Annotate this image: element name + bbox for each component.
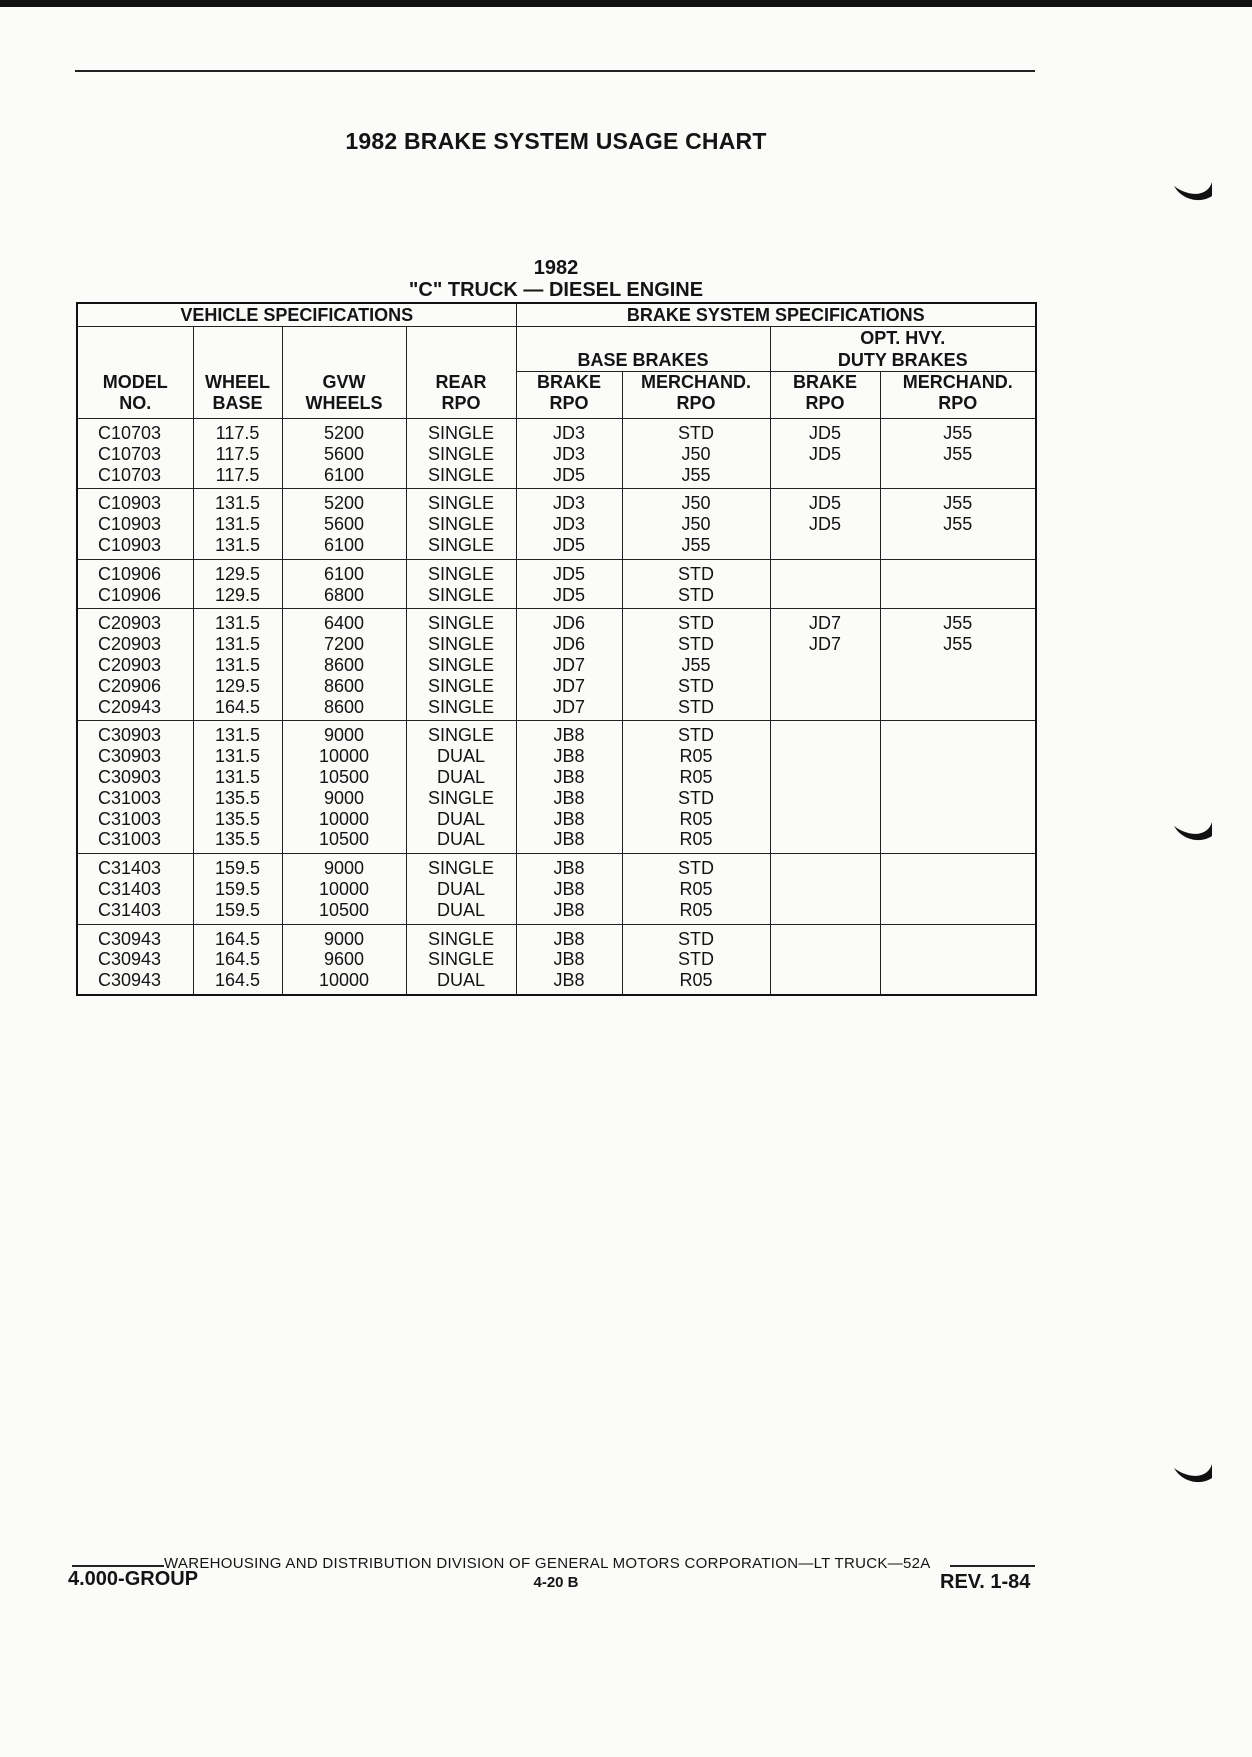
cell-rear: SINGLE	[406, 465, 516, 489]
cell-model: C10906	[77, 585, 193, 609]
cell-model: C30943	[77, 970, 193, 995]
binder-clip-icon	[1172, 818, 1214, 848]
top-border	[0, 0, 1252, 7]
cell-rear: DUAL	[406, 829, 516, 853]
cell-wheel-base: 129.5	[193, 559, 282, 584]
cell-opt-brake-rpo: JD5	[770, 489, 880, 514]
cell-opt-merchand-rpo	[880, 559, 1036, 584]
header-rule	[75, 70, 1035, 72]
cell-rear: SINGLE	[406, 788, 516, 809]
cell-opt-merchand-rpo	[880, 854, 1036, 879]
column-header-opt-brake-rpo	[770, 372, 880, 419]
cell-wheel-base: 131.5	[193, 609, 282, 634]
cell-rear: SINGLE	[406, 676, 516, 697]
cell-base-merchand-rpo: STD	[622, 854, 770, 879]
table-row	[77, 634, 1036, 655]
cell-opt-merchand-rpo	[880, 879, 1036, 900]
cell-gvw: 10500	[282, 900, 406, 924]
model-group	[77, 559, 1036, 609]
table-row	[77, 924, 1036, 949]
vehicle-specs-header: VEHICLE SPECIFICATIONS	[77, 303, 516, 327]
cell-gvw: 10500	[282, 767, 406, 788]
column-header-base-brake-rpo	[516, 372, 622, 419]
cell-opt-brake-rpo	[770, 854, 880, 879]
cell-gvw: 9000	[282, 788, 406, 809]
cell-model: C20906	[77, 676, 193, 697]
cell-opt-brake-rpo: JD5	[770, 514, 880, 535]
model-group	[77, 609, 1036, 721]
cell-rear: SINGLE	[406, 634, 516, 655]
cell-base-brake-rpo: JB8	[516, 949, 622, 970]
brake-specs-header: BRAKE SYSTEM SPECIFICATIONS	[516, 303, 1036, 327]
cell-base-brake-rpo: JD6	[516, 634, 622, 655]
cell-base-brake-rpo: JD5	[516, 465, 622, 489]
footer-group-number: 4.000-GROUP	[68, 1568, 199, 1590]
model-group	[77, 419, 1036, 489]
cell-opt-merchand-rpo	[880, 809, 1036, 830]
cell-rear: SINGLE	[406, 444, 516, 465]
cell-opt-merchand-rpo	[880, 465, 1036, 489]
cell-gvw: 8600	[282, 676, 406, 697]
blank-header-cell	[282, 327, 406, 372]
cell-base-brake-rpo: JD3	[516, 419, 622, 444]
cell-rear: SINGLE	[406, 585, 516, 609]
cell-opt-merchand-rpo: J55	[880, 609, 1036, 634]
cell-opt-brake-rpo	[770, 559, 880, 584]
cell-opt-merchand-rpo: J55	[880, 634, 1036, 655]
table-row	[77, 809, 1036, 830]
cell-opt-merchand-rpo: J55	[880, 489, 1036, 514]
cell-wheel-base: 159.5	[193, 879, 282, 900]
table-row	[77, 585, 1036, 609]
cell-opt-brake-rpo	[770, 655, 880, 676]
cell-wheel-base: 159.5	[193, 854, 282, 879]
cell-rear: SINGLE	[406, 924, 516, 949]
chart-year: 1982	[533, 257, 579, 279]
cell-base-brake-rpo: JD7	[516, 655, 622, 676]
cell-base-merchand-rpo: STD	[622, 721, 770, 746]
cell-opt-brake-rpo	[770, 535, 880, 559]
cell-model: C20903	[77, 655, 193, 676]
cell-wheel-base: 131.5	[193, 746, 282, 767]
cell-model: C30903	[77, 767, 193, 788]
cell-model: C20903	[77, 634, 193, 655]
column-header-text: RPO	[441, 393, 481, 413]
cell-opt-brake-rpo	[770, 788, 880, 809]
column-header-text: WHEEL	[205, 372, 270, 392]
model-group	[77, 924, 1036, 995]
cell-model: C31003	[77, 809, 193, 830]
column-header-rear	[406, 372, 516, 419]
cell-opt-merchand-rpo: J55	[880, 444, 1036, 465]
cell-rear: DUAL	[406, 767, 516, 788]
chart-subtitle: "C" TRUCK — DIESEL ENGINE	[408, 279, 704, 301]
cell-opt-merchand-rpo	[880, 949, 1036, 970]
cell-model: C10703	[77, 444, 193, 465]
page-title: 1982 BRAKE SYSTEM USAGE CHART	[345, 128, 767, 154]
cell-wheel-base: 131.5	[193, 634, 282, 655]
cell-gvw: 9000	[282, 854, 406, 879]
table-row	[77, 535, 1036, 559]
cell-base-merchand-rpo: R05	[622, 829, 770, 853]
cell-gvw: 6400	[282, 609, 406, 634]
cell-base-merchand-rpo: STD	[622, 585, 770, 609]
cell-opt-merchand-rpo	[880, 535, 1036, 559]
cell-base-merchand-rpo: STD	[622, 697, 770, 721]
cell-base-brake-rpo: JD3	[516, 489, 622, 514]
cell-model: C30943	[77, 949, 193, 970]
cell-gvw: 9000	[282, 924, 406, 949]
cell-opt-merchand-rpo	[880, 585, 1036, 609]
cell-opt-brake-rpo	[770, 585, 880, 609]
column-header-text: REAR	[435, 372, 487, 392]
cell-model: C31403	[77, 900, 193, 924]
cell-model: C10903	[77, 514, 193, 535]
binder-clip-icon	[1172, 178, 1214, 208]
cell-model: C31403	[77, 879, 193, 900]
cell-opt-brake-rpo	[770, 879, 880, 900]
column-header-base-merchand-rpo	[622, 372, 770, 419]
cell-opt-brake-rpo: JD7	[770, 634, 880, 655]
column-header-opt-merchand-rpo	[880, 372, 1036, 419]
cell-base-brake-rpo: JD5	[516, 585, 622, 609]
cell-wheel-base: 159.5	[193, 900, 282, 924]
column-header-gvw	[282, 372, 406, 419]
cell-gvw: 10500	[282, 829, 406, 853]
cell-model: C10703	[77, 419, 193, 444]
cell-opt-brake-rpo	[770, 767, 880, 788]
cell-rear: SINGLE	[406, 514, 516, 535]
cell-opt-brake-rpo	[770, 465, 880, 489]
cell-opt-brake-rpo	[770, 949, 880, 970]
cell-gvw: 7200	[282, 634, 406, 655]
table-row	[77, 609, 1036, 634]
cell-opt-merchand-rpo	[880, 721, 1036, 746]
table-row	[77, 854, 1036, 879]
cell-model: C31003	[77, 829, 193, 853]
column-header-row	[77, 372, 1036, 419]
cell-opt-brake-rpo	[770, 970, 880, 995]
cell-base-merchand-rpo: R05	[622, 900, 770, 924]
cell-base-brake-rpo: JB8	[516, 900, 622, 924]
cell-base-brake-rpo: JB8	[516, 767, 622, 788]
cell-wheel-base: 164.5	[193, 949, 282, 970]
cell-base-merchand-rpo: J55	[622, 465, 770, 489]
cell-rear: SINGLE	[406, 535, 516, 559]
base-brakes-header: BASE BRAKES	[516, 327, 770, 372]
cell-base-brake-rpo: JB8	[516, 829, 622, 853]
cell-wheel-base: 117.5	[193, 419, 282, 444]
cell-opt-merchand-rpo	[880, 829, 1036, 853]
blank-header-cell	[193, 327, 282, 372]
cell-model: C20903	[77, 609, 193, 634]
cell-gvw: 10000	[282, 809, 406, 830]
column-header-text: GVW	[322, 372, 366, 392]
opt-heavy-header-line2: DUTY BRAKES	[770, 349, 1036, 372]
cell-base-merchand-rpo: R05	[622, 767, 770, 788]
cell-opt-brake-rpo: JD7	[770, 609, 880, 634]
footer-page-number: 4-20 B	[533, 1574, 579, 1591]
column-header-model	[77, 372, 193, 419]
binder-clip-icon	[1172, 1460, 1214, 1490]
cell-rear: SINGLE	[406, 559, 516, 584]
cell-gvw: 10000	[282, 879, 406, 900]
column-header-text: RPO	[549, 393, 589, 413]
table-row	[77, 746, 1036, 767]
footer-revision: REV. 1-84	[940, 1571, 1031, 1593]
cell-wheel-base: 129.5	[193, 676, 282, 697]
cell-opt-merchand-rpo	[880, 970, 1036, 995]
table-row	[77, 721, 1036, 746]
cell-gvw: 6100	[282, 465, 406, 489]
cell-base-merchand-rpo: STD	[622, 924, 770, 949]
cell-opt-merchand-rpo: J55	[880, 514, 1036, 535]
cell-gvw: 10000	[282, 970, 406, 995]
column-header-text: MERCHAND.	[641, 372, 752, 392]
table-row	[77, 489, 1036, 514]
cell-opt-brake-rpo	[770, 676, 880, 697]
cell-opt-merchand-rpo	[880, 767, 1036, 788]
cell-wheel-base: 164.5	[193, 970, 282, 995]
cell-base-merchand-rpo: J55	[622, 655, 770, 676]
cell-rear: SINGLE	[406, 854, 516, 879]
cell-rear: SINGLE	[406, 697, 516, 721]
cell-wheel-base: 135.5	[193, 788, 282, 809]
cell-gvw: 5600	[282, 444, 406, 465]
cell-gvw: 6800	[282, 585, 406, 609]
cell-base-brake-rpo: JB8	[516, 970, 622, 995]
cell-wheel-base: 131.5	[193, 721, 282, 746]
cell-model: C20943	[77, 697, 193, 721]
cell-opt-merchand-rpo	[880, 900, 1036, 924]
blank-header-cell	[406, 327, 516, 372]
cell-base-merchand-rpo: STD	[622, 559, 770, 584]
cell-base-merchand-rpo: STD	[622, 419, 770, 444]
table-row	[77, 767, 1036, 788]
table-row	[77, 900, 1036, 924]
cell-wheel-base: 131.5	[193, 514, 282, 535]
cell-model: C10906	[77, 559, 193, 584]
cell-base-merchand-rpo: STD	[622, 949, 770, 970]
cell-base-brake-rpo: JD5	[516, 559, 622, 584]
column-header-wheel-base	[193, 372, 282, 419]
cell-base-merchand-rpo: J50	[622, 444, 770, 465]
cell-opt-merchand-rpo: J55	[880, 419, 1036, 444]
table-row	[77, 697, 1036, 721]
model-group	[77, 854, 1036, 924]
table-row	[77, 514, 1036, 535]
cell-opt-brake-rpo	[770, 900, 880, 924]
opt-heavy-header-line1: OPT. HVY.	[770, 327, 1036, 350]
cell-opt-merchand-rpo	[880, 655, 1036, 676]
cell-wheel-base: 131.5	[193, 767, 282, 788]
cell-rear: SINGLE	[406, 949, 516, 970]
cell-base-brake-rpo: JB8	[516, 721, 622, 746]
cell-gvw: 5200	[282, 489, 406, 514]
cell-base-merchand-rpo: R05	[622, 809, 770, 830]
cell-base-brake-rpo: JD3	[516, 444, 622, 465]
cell-wheel-base: 117.5	[193, 465, 282, 489]
cell-base-brake-rpo: JB8	[516, 788, 622, 809]
cell-base-brake-rpo: JD3	[516, 514, 622, 535]
cell-base-brake-rpo: JD5	[516, 535, 622, 559]
footer-publisher-line: WAREHOUSING AND DISTRIBUTION DIVISION OF GENERAL MOTORS CORPORATION—LT TRUCK—52A	[164, 1555, 931, 1572]
table-row	[77, 788, 1036, 809]
cell-base-brake-rpo: JD6	[516, 609, 622, 634]
cell-gvw: 8600	[282, 655, 406, 676]
cell-rear: SINGLE	[406, 721, 516, 746]
cell-base-brake-rpo: JD7	[516, 697, 622, 721]
cell-base-merchand-rpo: R05	[622, 746, 770, 767]
cell-model: C10903	[77, 489, 193, 514]
cell-rear: DUAL	[406, 809, 516, 830]
cell-gvw: 6100	[282, 559, 406, 584]
cell-wheel-base: 131.5	[193, 655, 282, 676]
table-row	[77, 829, 1036, 853]
cell-base-merchand-rpo: STD	[622, 676, 770, 697]
cell-base-merchand-rpo: R05	[622, 879, 770, 900]
cell-opt-brake-rpo	[770, 809, 880, 830]
cell-wheel-base: 135.5	[193, 829, 282, 853]
cell-gvw: 10000	[282, 746, 406, 767]
cell-opt-brake-rpo	[770, 924, 880, 949]
table-row	[77, 676, 1036, 697]
table-row	[77, 444, 1036, 465]
cell-wheel-base: 135.5	[193, 809, 282, 830]
column-header-text: WHEELS	[305, 393, 383, 413]
column-header-text: MODEL	[102, 372, 168, 392]
cell-rear: SINGLE	[406, 489, 516, 514]
column-header-text: BASE	[212, 393, 263, 413]
column-header-text: NO.	[119, 393, 152, 413]
cell-base-merchand-rpo: STD	[622, 788, 770, 809]
cell-model: C30903	[77, 721, 193, 746]
cell-rear: DUAL	[406, 879, 516, 900]
footer-rule-right	[950, 1565, 1035, 1567]
table-row	[77, 419, 1036, 444]
cell-gvw: 8600	[282, 697, 406, 721]
table-row	[77, 970, 1036, 995]
cell-base-brake-rpo: JB8	[516, 809, 622, 830]
cell-base-merchand-rpo: J50	[622, 514, 770, 535]
cell-rear: SINGLE	[406, 419, 516, 444]
cell-model: C31003	[77, 788, 193, 809]
cell-base-brake-rpo: JB8	[516, 924, 622, 949]
cell-wheel-base: 131.5	[193, 535, 282, 559]
cell-rear: DUAL	[406, 970, 516, 995]
cell-rear: DUAL	[406, 746, 516, 767]
cell-opt-brake-rpo: JD5	[770, 419, 880, 444]
cell-gvw: 6100	[282, 535, 406, 559]
column-header-text: RPO	[676, 393, 716, 413]
cell-base-brake-rpo: JD7	[516, 676, 622, 697]
cell-rear: DUAL	[406, 900, 516, 924]
cell-base-merchand-rpo: R05	[622, 970, 770, 995]
cell-opt-merchand-rpo	[880, 924, 1036, 949]
cell-rear: SINGLE	[406, 655, 516, 676]
cell-rear: SINGLE	[406, 609, 516, 634]
model-group	[77, 721, 1036, 854]
cell-base-merchand-rpo: STD	[622, 634, 770, 655]
cell-base-brake-rpo: JB8	[516, 854, 622, 879]
column-header-text: RPO	[805, 393, 845, 413]
cell-base-brake-rpo: JB8	[516, 746, 622, 767]
table-row	[77, 655, 1036, 676]
column-header-text: BRAKE	[793, 372, 858, 392]
footer-rule-left	[72, 1565, 164, 1567]
cell-opt-merchand-rpo	[880, 676, 1036, 697]
cell-opt-merchand-rpo	[880, 788, 1036, 809]
table-row	[77, 879, 1036, 900]
cell-model: C31403	[77, 854, 193, 879]
cell-base-brake-rpo: JB8	[516, 879, 622, 900]
table-row	[77, 949, 1036, 970]
cell-base-merchand-rpo: J50	[622, 489, 770, 514]
cell-gvw: 9600	[282, 949, 406, 970]
cell-model: C10903	[77, 535, 193, 559]
cell-opt-merchand-rpo	[880, 746, 1036, 767]
brake-usage-table	[76, 302, 1037, 996]
column-header-text: RPO	[938, 393, 978, 413]
cell-gvw: 5200	[282, 419, 406, 444]
cell-gvw: 5600	[282, 514, 406, 535]
cell-opt-brake-rpo	[770, 721, 880, 746]
blank-header-cell	[77, 327, 193, 372]
cell-opt-brake-rpo: JD5	[770, 444, 880, 465]
column-header-text: MERCHAND.	[902, 372, 1013, 392]
column-header-text: BRAKE	[537, 372, 602, 392]
cell-model: C30943	[77, 924, 193, 949]
cell-base-merchand-rpo: J55	[622, 535, 770, 559]
cell-opt-brake-rpo	[770, 829, 880, 853]
cell-wheel-base: 131.5	[193, 489, 282, 514]
table-row	[77, 465, 1036, 489]
cell-base-merchand-rpo: STD	[622, 609, 770, 634]
cell-wheel-base: 164.5	[193, 924, 282, 949]
table-row	[77, 559, 1036, 584]
cell-gvw: 9000	[282, 721, 406, 746]
cell-model: C10703	[77, 465, 193, 489]
model-group	[77, 489, 1036, 559]
cell-opt-brake-rpo	[770, 746, 880, 767]
cell-wheel-base: 129.5	[193, 585, 282, 609]
cell-opt-merchand-rpo	[880, 697, 1036, 721]
cell-wheel-base: 117.5	[193, 444, 282, 465]
cell-model: C30903	[77, 746, 193, 767]
cell-opt-brake-rpo	[770, 697, 880, 721]
cell-wheel-base: 164.5	[193, 697, 282, 721]
